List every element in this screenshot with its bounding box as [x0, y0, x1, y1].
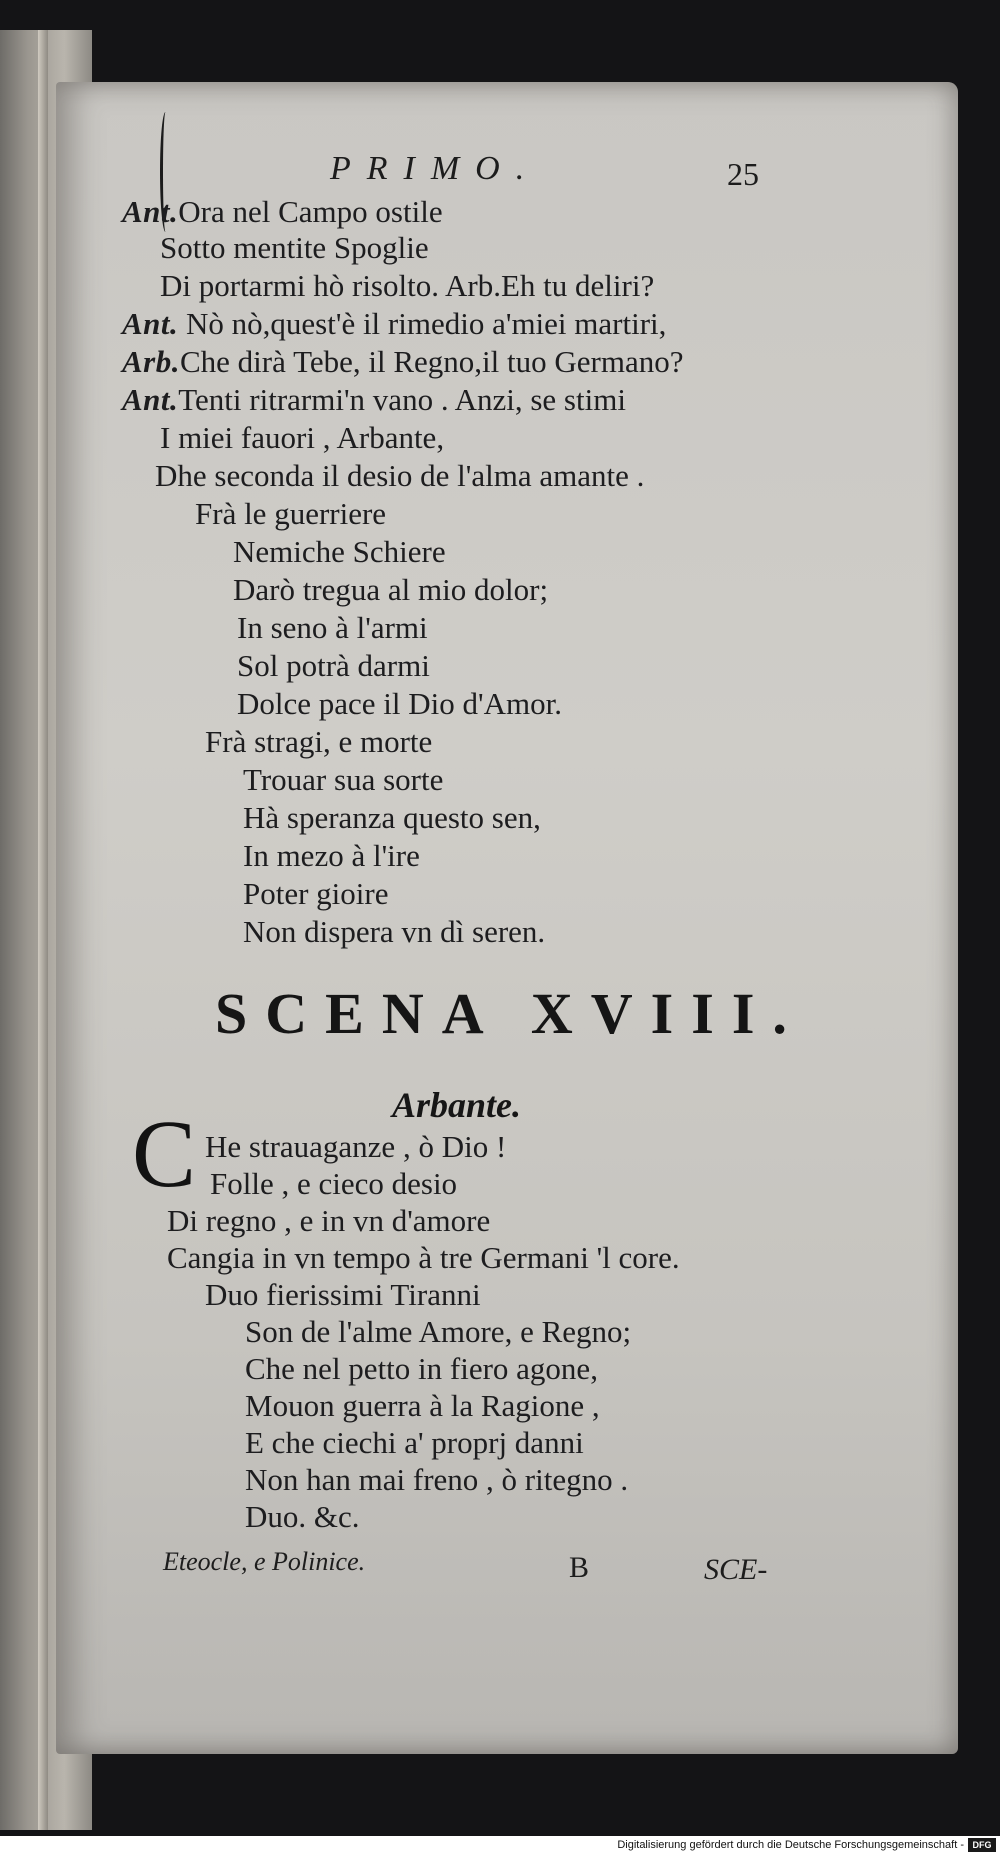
verse-line: In mezo à l'ire [243, 838, 420, 873]
verse-line: E che ciechi a' proprj danni [245, 1425, 584, 1460]
verse-line: Ant. Nò nò,quest'è il rimedio a'miei martiri, [122, 306, 667, 341]
catchword: SCE- [704, 1553, 768, 1586]
digitization-credit: Digitalisierung gefördert durch die Deutsche Forschungsgemeinschaft - [617, 1839, 964, 1851]
verse-line: Di regno , e in vn d'amore [167, 1203, 491, 1238]
verse-line: Hà speranza questo sen, [243, 800, 541, 835]
verse-line: Folle , e cieco desio [210, 1166, 458, 1201]
verse-line: Darò tregua al mio dolor; [233, 572, 549, 607]
verse-line: Son de l'alme Amore, e Regno; [245, 1314, 632, 1349]
page-stack-edge [38, 30, 48, 1830]
signature-mark: B [569, 1551, 590, 1584]
verse-line: In seno à l'armi [237, 610, 428, 645]
verse-line: Frà le guerriere [195, 496, 387, 531]
verse-line: Non han mai freno , ò ritegno . [245, 1462, 629, 1497]
verse-line: He strauaganze , ò Dio ! [205, 1129, 507, 1164]
scene-title: SCENA XVIII. [215, 981, 805, 1046]
verse-line: Nemiche Schiere [233, 534, 446, 569]
verse-line: Sol potrà darmi [237, 648, 430, 683]
verse-line: Mouon guerra à la Ragione , [245, 1388, 600, 1423]
page-number: 25 [727, 156, 759, 192]
verse-line: Poter gioire [243, 876, 389, 911]
verse-line: Ant.Ora nel Campo ostile [122, 194, 443, 229]
footer-names: Eteocle, e Polinice. [163, 1547, 366, 1576]
verse-line: Di portarmi hò risolto. Arb.Eh tu deliri? [160, 268, 655, 303]
character-name: Arbante. [392, 1085, 522, 1125]
verse-line: Arb.Che dirà Tebe, il Regno,il tuo Germano? [122, 344, 684, 379]
running-header: PRIMO. [330, 150, 541, 187]
verse-line: Duo. &c. [245, 1499, 360, 1534]
verse-line: Cangia in vn tempo à tre Germani 'l core. [167, 1240, 680, 1275]
verse-line: Trouar sua sorte [243, 762, 444, 797]
dfg-logo: DFG [968, 1838, 996, 1852]
verse-line: I miei fauori , Arbante, [160, 420, 445, 455]
verse-line: Sotto mentite Spoglie [160, 230, 429, 265]
verse-line: Frà stragi, e morte [205, 724, 433, 759]
verse-line: Dolce pace il Dio d'Amor. [237, 686, 562, 721]
verse-line: Non dispera vn dì seren. [243, 914, 546, 949]
verse-line: Duo fierissimi Tiranni [205, 1277, 481, 1312]
verse-line: Che nel petto in fiero agone, [245, 1351, 598, 1386]
verse-line: Dhe seconda il desio de l'alma amante . [155, 458, 645, 493]
verse-line: Ant.Tenti ritrarmi'n vano . Anzi, se stimi [122, 382, 626, 417]
drop-capital: C [132, 1100, 197, 1207]
